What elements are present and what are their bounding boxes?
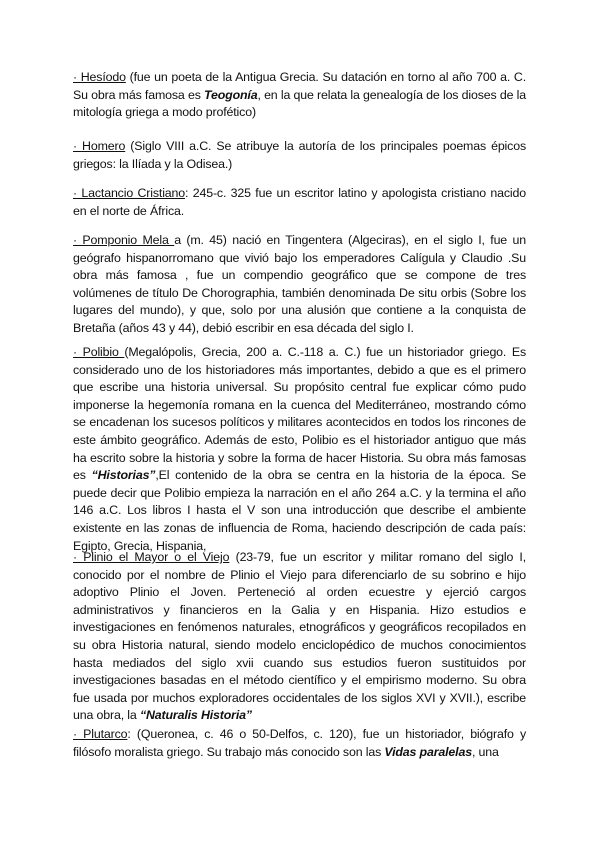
entry-name: · Pomponio Mela bbox=[73, 233, 175, 247]
entry-plinio bbox=[73, 549, 526, 725]
entry-text: ,El contenido de la obra se centra en la historia de la época. Se puede decir que Polibio empieza la narración en el año 264 a.C. y la termina el año 146 a.C. Los libros I hasta el V son una introducción que describe el ambiente existente en las zonas de influencia de Roma, haciendo descripción de cada país: Egipto, Grecia, Hispania, bbox=[73, 468, 526, 553]
work-title: “Historias” bbox=[91, 468, 156, 483]
entry-name: · Plinio el Mayor o el Viejo bbox=[73, 550, 230, 564]
entry-text: : (Queronea, c. 46 o 50-Delfos, c. 120), fue un historiador, biógrafo y filósofo moralista griego. Su trabajo más conocido son las bbox=[73, 727, 526, 759]
entry-name: · Plutarco bbox=[73, 727, 128, 741]
entry-homero bbox=[73, 138, 526, 173]
entry-plutarco bbox=[73, 726, 526, 761]
entry-polibio bbox=[73, 344, 526, 555]
entry-text: : 245-c. 325 fue un escritor latino y apologista cristiano nacido en el norte de África. bbox=[73, 186, 526, 218]
entry-name: · Polibio bbox=[73, 345, 125, 359]
entry-name: · Lactancio Cristiano bbox=[73, 186, 186, 200]
entry-text: a (m. 45) nació en Tingentera (Algeciras), en el siglo I, fue un geógrafo hispanorromano que vivió bajo los emperadores Calígula y Claudio .Su obra más famosa , fue un compendio geográfico que se compone de tres volúmenes de título De Chorographia, también denominada De situ orbis (Sobre los lugares del mundo), y que, solo por una alusión que contiene a la conquista de Bretaña (años 43 y 44), debió escribir en esa década del siglo I. bbox=[73, 233, 526, 335]
entry-text: (Siglo VIII a.C. Se atribuye la autoría de los principales poemas épicos griegos: la Ilíada y la Odisea.) bbox=[73, 139, 526, 171]
entry-pomponio-mela bbox=[73, 232, 526, 338]
entry-text: (fue un poeta de la Antigua Grecia. Su datación en torno al año 700 a. C. Su obra más famosa es bbox=[73, 70, 526, 102]
entry-text: (Megalópolis, Grecia, 200 a. C.-118 a. C.) fue un historiador griego. Es considerado uno de los historiadores más importantes, debido a que es el primero que escribe una historia universal. Su propósito central fue explicar cómo pudo imponerse la hegemonía romana en la cuenca del Mediterráneo, mostrando cómo se encadenan los sucesos políticos y militares acontecidos en todos los rincones de este ámbito geográfico. Además de esto, Polibio es el historiador antiguo que más ha escrito sobre la historia y sobre la forma de hacer Historia. Su obra más famosas es bbox=[73, 345, 526, 483]
entry-name: · Homero bbox=[73, 139, 126, 153]
entry-text: (23-79, fue un escritor y militar romano del siglo I, conocido por el nombre de Plinio el Viejo para diferenciarlo de su sobrino e hijo adoptivo Plinio el Joven. Perteneció al orden ecuestre y ejerció cargos administrativos y financieros en la Galia y en Hispania. Hizo estudios e investigaciones en fenómenos naturales, etnográficos y geográficos recopilados en su obra Historia natural, siendo modelo enciclopédico de muchos conocimientos hasta mediados del siglo xvii cuando sus estudios fueron sustituidos por investigaciones basadas en el método científico y el empirismo moderno. Su obra fue usada por muchos exploradores occidentales de los siglos XVI y XVII.), escribe una obra, la bbox=[73, 550, 526, 723]
entry-hesiodo bbox=[73, 69, 526, 122]
work-title: Teogonía bbox=[204, 87, 258, 102]
work-title: Vidas paralelas bbox=[384, 744, 472, 759]
work-title: “Naturalis Historia” bbox=[139, 708, 252, 723]
entry-text: , en la que relata la genealogía de los dioses de la mitología griega a modo profético) bbox=[73, 87, 527, 120]
entry-name: · Hesíodo bbox=[73, 70, 126, 84]
entry-text: , una bbox=[471, 744, 499, 759]
entry-lactancio bbox=[73, 185, 526, 220]
